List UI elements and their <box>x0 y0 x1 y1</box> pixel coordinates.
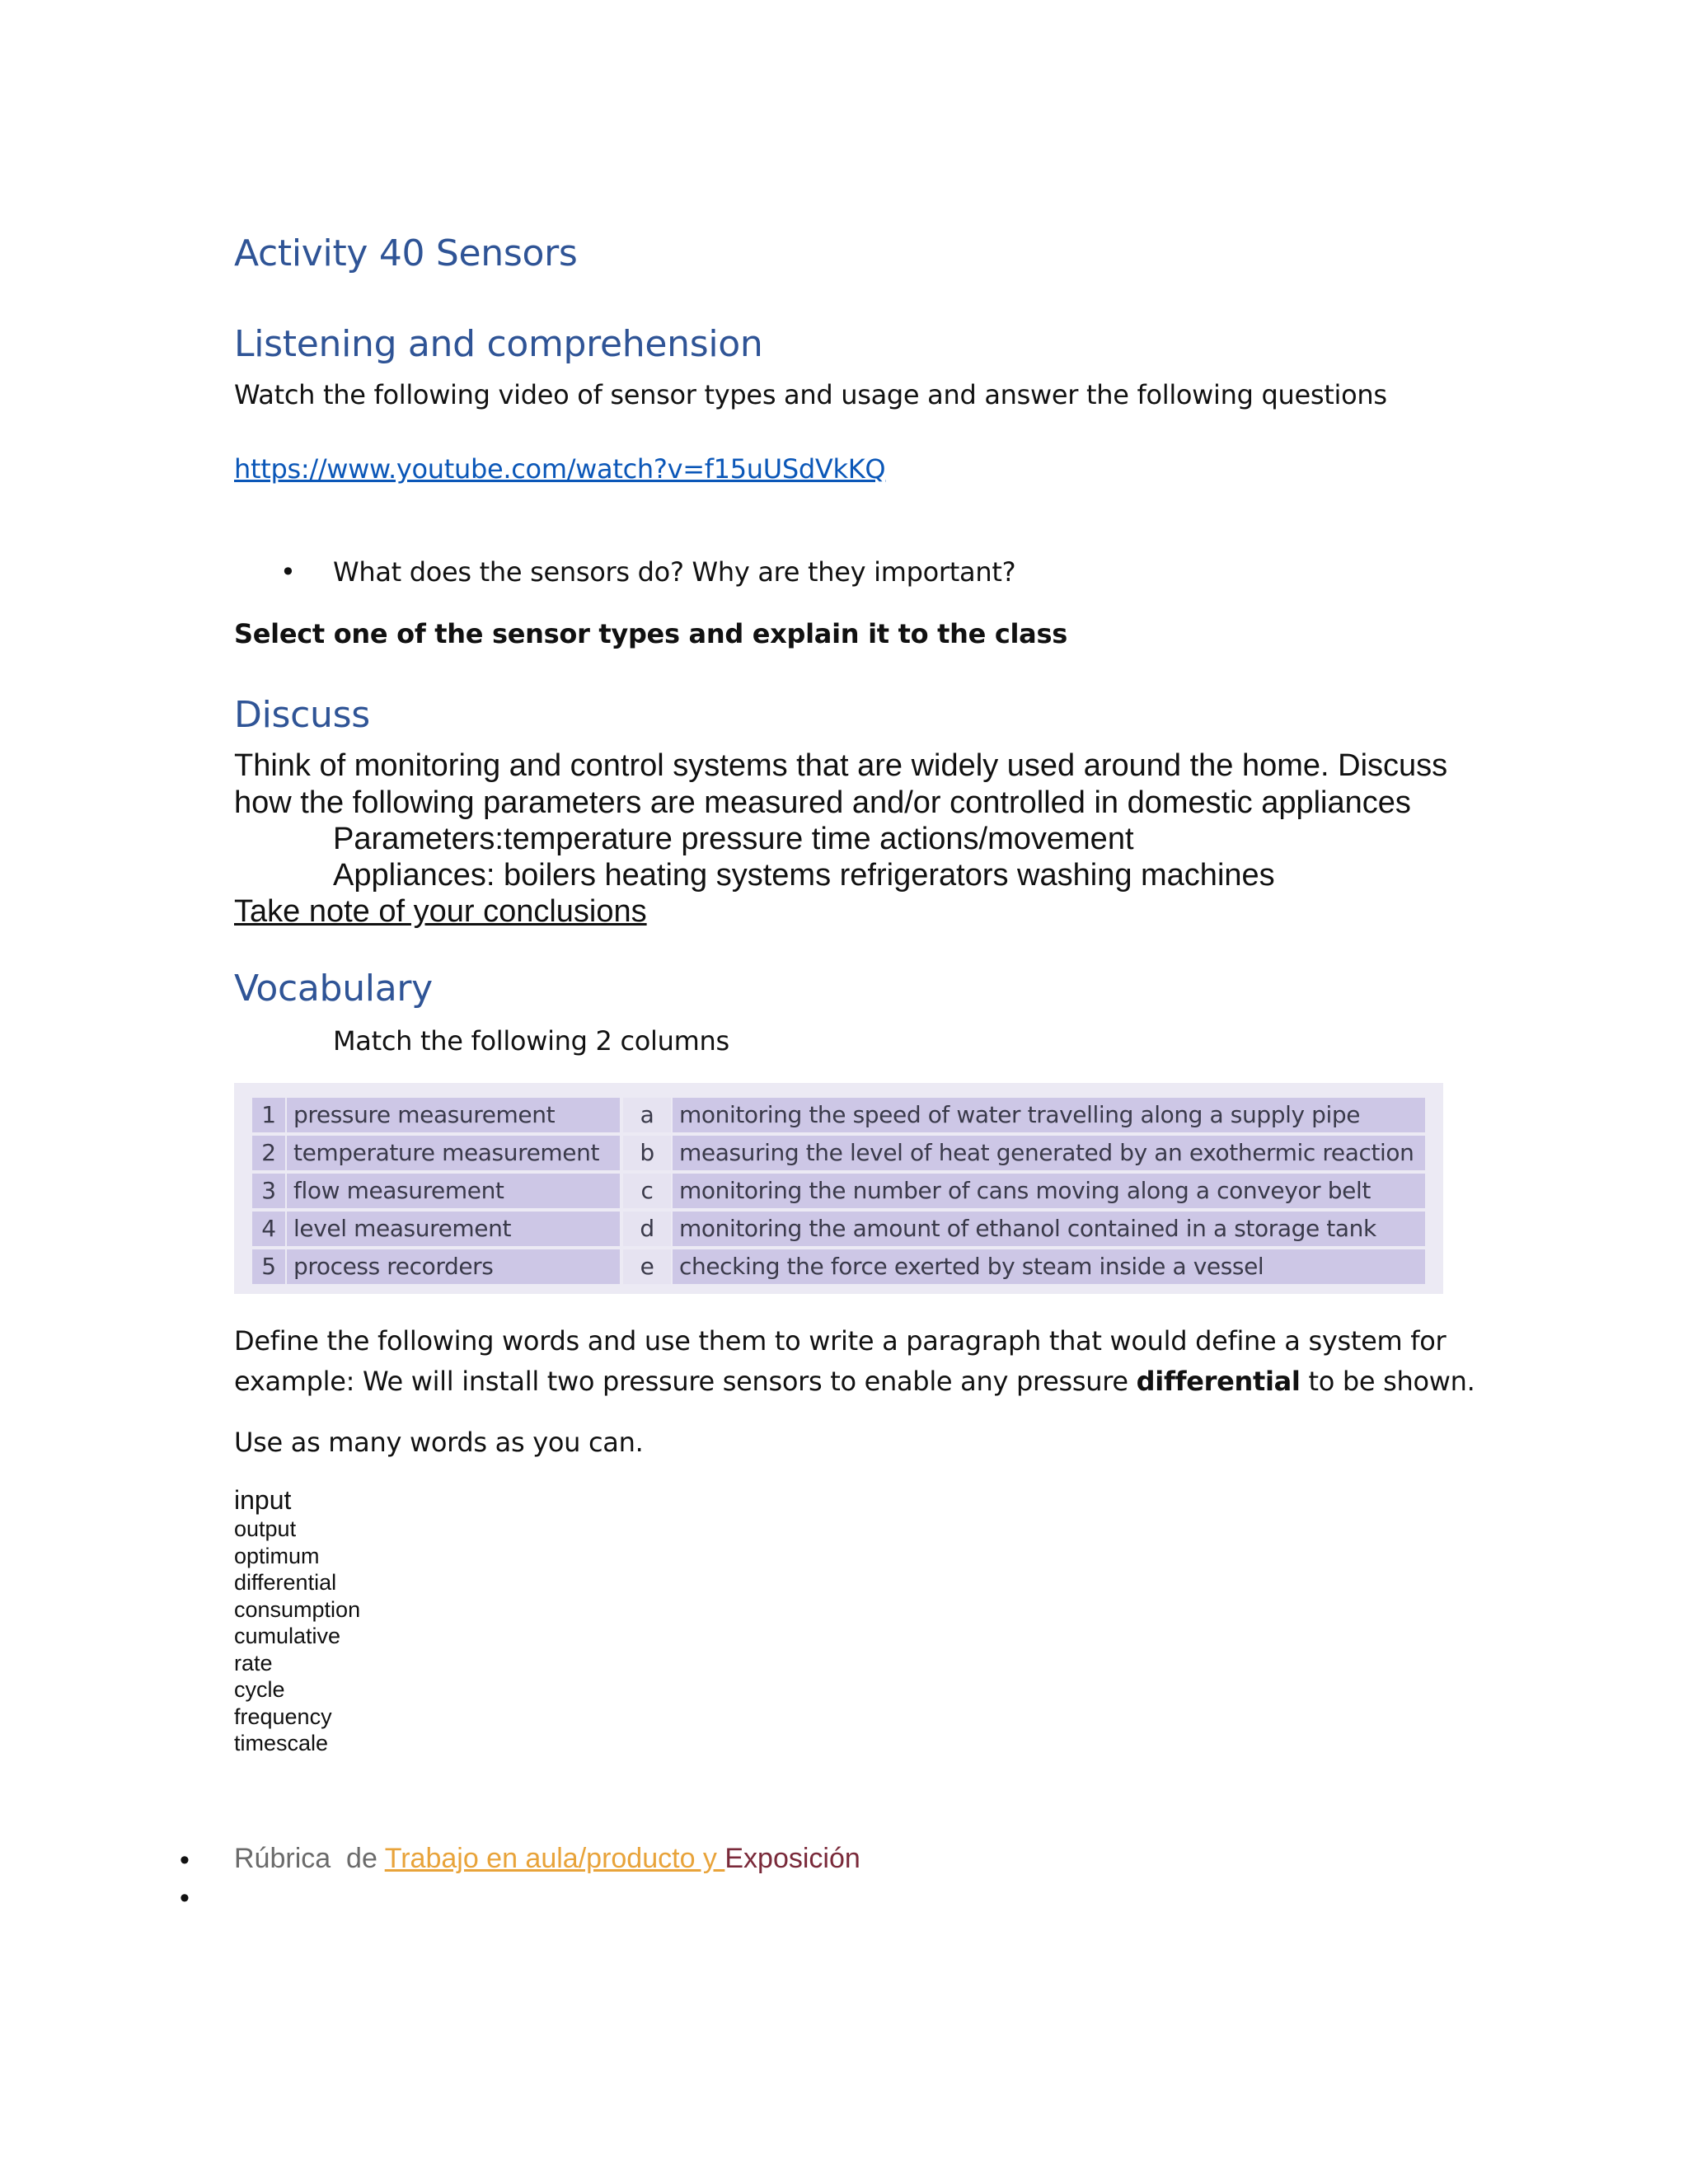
row-definition: monitoring the speed of water travelling along a supply pipe <box>673 1098 1425 1132</box>
row-letter: d <box>623 1212 671 1246</box>
row-definition: measuring the level of heat generated by an exothermic reaction <box>673 1136 1425 1170</box>
row-definition: monitoring the amount of ethanol contained in a storage tank <box>673 1212 1425 1246</box>
row-term: level measurement <box>287 1212 620 1246</box>
row-number: 1 <box>252 1098 285 1132</box>
row-term: temperature measurement <box>287 1136 620 1170</box>
matching-table <box>234 1083 1443 1294</box>
match-row <box>252 1136 1425 1170</box>
define-line-1: Define the following words and use them to write a paragraph that would define a system for <box>234 1325 1447 1357</box>
row-term: pressure measurement <box>287 1098 620 1132</box>
rubric-label: Rúbrica de <box>234 1843 385 1874</box>
match-row <box>252 1249 1425 1284</box>
row-letter: a <box>623 1098 671 1132</box>
define-line-2-bold: differential <box>1136 1366 1301 1397</box>
use-many-words: Use as many words as you can. <box>234 1427 644 1458</box>
row-term: process recorders <box>287 1249 620 1284</box>
parameters-line: Parameters:temperature pressure time actions/movement <box>333 822 1134 856</box>
appliances-line: Appliances: boilers heating systems refrigerators washing machines <box>333 858 1275 893</box>
row-letter: e <box>623 1249 671 1284</box>
empty-bullet: • <box>180 1882 190 1914</box>
discuss-line-2: how the following parameters are measured and/or controlled in domestic appliances <box>234 785 1411 820</box>
discuss-heading: Discuss <box>234 694 370 736</box>
word-item: output <box>234 1516 297 1541</box>
match-instruction: Match the following 2 columns <box>333 1025 729 1057</box>
row-term: flow measurement <box>287 1174 620 1208</box>
word-item: timescale <box>234 1731 329 1755</box>
rubric-link[interactable]: Trabajo en aula/producto y <box>384 1843 725 1874</box>
word-item: input <box>234 1485 292 1515</box>
word-item: differential <box>234 1570 337 1595</box>
listening-intro: Watch the following video of sensor types and usage and answer the following questions <box>234 379 1387 410</box>
word-item: frequency <box>234 1704 332 1729</box>
row-number: 2 <box>252 1136 285 1170</box>
vocabulary-heading: Vocabulary <box>234 968 433 1010</box>
row-number: 5 <box>252 1249 285 1284</box>
word-item: consumption <box>234 1596 361 1622</box>
row-letter: b <box>623 1136 671 1170</box>
match-row <box>252 1212 1425 1246</box>
row-definition: monitoring the number of cans moving along a conveyor belt <box>673 1174 1425 1208</box>
word-list <box>234 1484 360 1757</box>
task-text: Select one of the sensor types and explain it to the class <box>234 618 1067 649</box>
question-bullet: • <box>280 556 296 588</box>
match-row <box>252 1098 1425 1132</box>
rubric-bullet: • <box>180 1844 190 1876</box>
define-line-2-pre: example: We will install two pressure sensors to enable any pressure <box>234 1366 1137 1397</box>
define-line-2 <box>234 1366 1475 1397</box>
word-item: optimum <box>234 1543 320 1568</box>
match-row <box>252 1174 1425 1208</box>
word-item: rate <box>234 1650 273 1675</box>
word-item: cumulative <box>234 1624 341 1648</box>
word-item: cycle <box>234 1677 285 1702</box>
row-letter: c <box>623 1174 671 1208</box>
row-number: 3 <box>252 1174 285 1208</box>
discuss-line-1: Think of monitoring and control systems that are widely used around the home. Discuss <box>234 748 1448 783</box>
video-link[interactable]: https://www.youtube.com/watch?v=f15uUSdVkKQ <box>234 453 886 485</box>
row-definition: checking the force exerted by steam inside a vessel <box>673 1249 1425 1284</box>
listening-heading: Listening and comprehension <box>234 323 763 365</box>
question-text: What does the sensors do? Why are they important? <box>333 556 1016 588</box>
row-number: 4 <box>252 1212 285 1246</box>
take-note-line: Take note of your conclusions <box>234 894 647 929</box>
define-line-2-post: to be shown. <box>1300 1366 1475 1397</box>
rubric-line <box>234 1843 860 1875</box>
rubric-exposicion: Exposición <box>724 1843 860 1874</box>
activity-title: Activity 40 Sensors <box>234 232 578 274</box>
